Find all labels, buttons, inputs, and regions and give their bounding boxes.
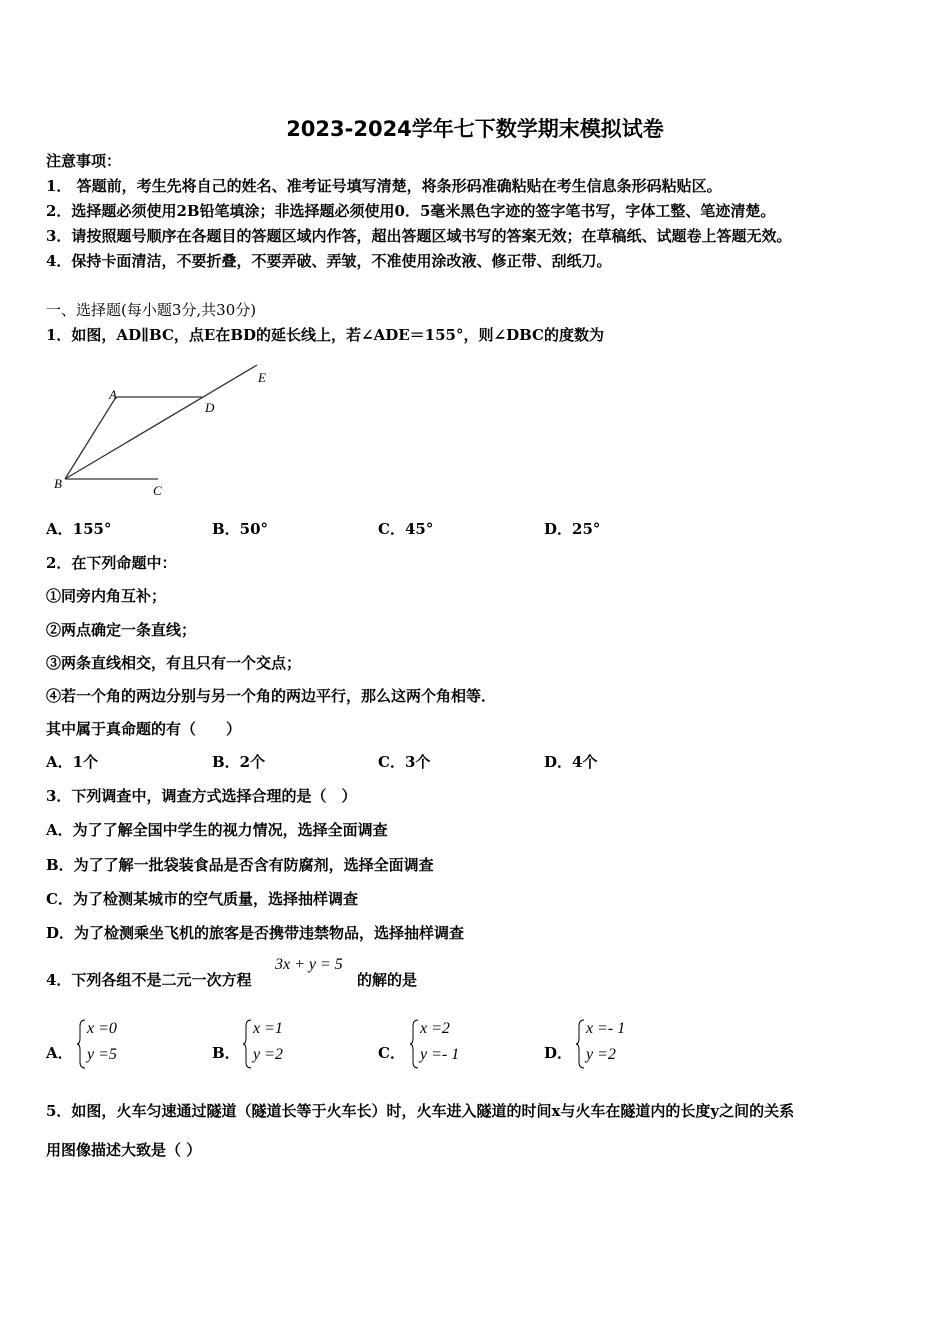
- line-ab: [65, 397, 116, 479]
- q2-proposition: ③两条直线相交，有且只有一个交点；: [46, 654, 302, 672]
- q3-option-a[interactable]: A．为了了解全国中学生的视力情况，选择全面调查: [46, 821, 388, 839]
- q3-option-c[interactable]: C．为了检测某城市的空气质量，选择抽样调查: [46, 890, 358, 908]
- label-b: B: [54, 476, 62, 491]
- question-2-stem: 2．在下列命题中：: [46, 554, 177, 572]
- q2-ask: 其中属于真命题的有（ ）: [46, 720, 242, 738]
- q4-option-d-system[interactable]: [576, 1018, 656, 1070]
- notice-item: 4．保持卡面清洁，不要折叠，不要弄破、弄皱，不准使用涂改液、修正带、刮纸刀。: [46, 252, 612, 270]
- system-row: x =1: [253, 1020, 283, 1037]
- brace-icon: [243, 1018, 253, 1070]
- q4-option-b-system[interactable]: [243, 1018, 323, 1070]
- brace-icon: [410, 1018, 420, 1070]
- system-row: y =2: [253, 1046, 283, 1063]
- q4-equation: 3x + y = 5: [275, 956, 343, 973]
- question-1-stem: 1．如图，AD∥BC，点E在BD的延长线上，若∠ADE＝155°，则∠DBC的度数为: [46, 326, 604, 344]
- notice-item: 2．选择题必须使用2B铅笔填涂；非选择题必须使用0．5毫米黑色字迹的签字笔书写，字体工整、笔迹清楚。: [46, 202, 776, 220]
- q4-option-b-label[interactable]: B．: [212, 1044, 240, 1062]
- q3-option-d[interactable]: D．为了检测乘坐飞机的旅客是否携带违禁物品，选择抽样调查: [46, 924, 465, 942]
- question-3-stem: 3．下列调查中，调查方式选择合理的是（ ）: [46, 787, 357, 805]
- q3-option-b[interactable]: B．为了了解一批袋装食品是否含有防腐剂，选择全面调查: [46, 856, 434, 874]
- page-title: 2023-2024学年七下数学期末模拟试卷: [286, 117, 664, 141]
- q1-option-b[interactable]: B．50°: [212, 520, 269, 538]
- q2-option-d[interactable]: D．4个: [544, 753, 598, 771]
- system-row: y =2: [586, 1046, 616, 1063]
- notice-heading: 注意事项：: [46, 152, 122, 170]
- system-row: x =2: [420, 1020, 450, 1037]
- notice-item: 3．请按照题号顺序在各题目的答题区域内作答，超出答题区域书写的答案无效；在草稿纸、试题卷上答题无效。: [46, 227, 792, 245]
- system-row: y =- 1: [420, 1046, 460, 1063]
- q4-option-a-label[interactable]: A．: [46, 1044, 73, 1062]
- label-c: C: [153, 483, 162, 498]
- q2-option-c[interactable]: C．3个: [378, 753, 431, 771]
- brace-icon: [77, 1018, 87, 1070]
- system-row: x =0: [87, 1020, 117, 1037]
- q1-figure: [45, 360, 285, 505]
- label-d: D: [205, 400, 215, 415]
- q4-option-c-system[interactable]: [410, 1018, 490, 1070]
- question-5-line-2: 用图像描述大致是（ ）: [46, 1141, 202, 1159]
- q1-option-a[interactable]: A．155°: [46, 520, 112, 538]
- notice-item: 1． 答题前，考生先将自己的姓名、准考证号填写清楚，将条形码准确粘贴在考生信息条形码粘贴区。: [46, 177, 722, 195]
- section-heading: 一、选择题(每小题3分,共30分): [46, 301, 257, 319]
- system-row: y =5: [87, 1046, 117, 1063]
- question-4-stem-after: 的解的是: [357, 971, 418, 989]
- question-5-line-1: 5．如图，火车匀速通过隧道（隧道长等于火车长）时，火车进入隧道的时间x与火车在隧道内的长度y之间的关系: [46, 1102, 795, 1120]
- q1-option-c[interactable]: C．45°: [378, 520, 434, 538]
- line-be: [65, 365, 257, 479]
- system-row: x =- 1: [586, 1020, 626, 1037]
- q4-option-d-label[interactable]: D．: [544, 1044, 573, 1062]
- q4-option-a-system[interactable]: [77, 1018, 157, 1070]
- q2-proposition: ④若一个角的两边分别与另一个角的两边平行，那么这两个角相等．: [46, 687, 497, 705]
- brace-icon: [576, 1018, 586, 1070]
- q2-option-a[interactable]: A．1个: [46, 753, 99, 771]
- label-e: E: [258, 370, 266, 385]
- label-a: A: [109, 387, 117, 402]
- q2-proposition: ②两点确定一条直线；: [46, 621, 197, 639]
- q2-proposition: ①同旁内角互补；: [46, 587, 167, 605]
- q2-option-b[interactable]: B．2个: [212, 753, 266, 771]
- q4-option-c-label[interactable]: C．: [378, 1044, 405, 1062]
- q1-option-d[interactable]: D．25°: [544, 520, 601, 538]
- question-4-stem-before: 4．下列各组不是二元一次方程: [46, 971, 252, 989]
